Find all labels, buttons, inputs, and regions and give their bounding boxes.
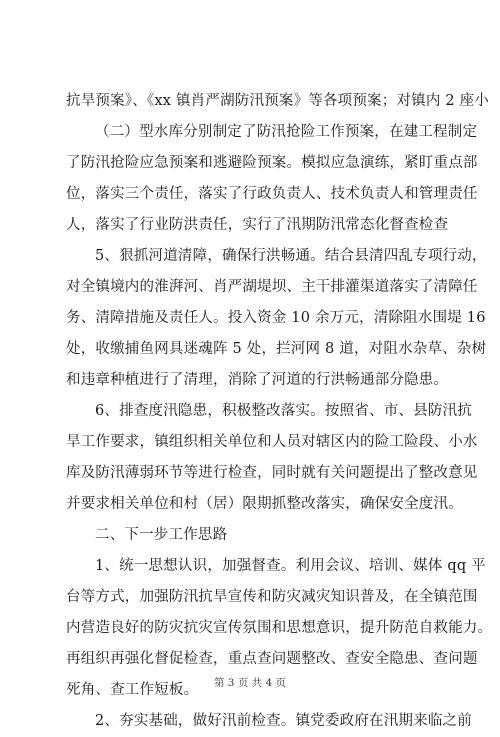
text-line: 位，落实三个责任，落实了行政负责人、技术负责人和管理责任: [66, 186, 478, 202]
text-line: 旱工作要求，镇组织相关单位和人员对辖区内的险工险段、小水: [66, 434, 478, 450]
text-line: 5、狠抓河道清障，确保行洪畅通。结合县清四乱专项行动，: [95, 248, 487, 264]
text-line: 了防汛抢险应急预案和逃避险预案。模拟应急演练，紧盯重点部: [66, 155, 478, 171]
text-line: 内营造良好的防灾抗灾宣传氛围和思想意识，提升防范自救能力。: [66, 620, 493, 636]
text-line: 人，落实了行业防洪责任，实行了汛期防汛常态化督查检查: [66, 217, 449, 233]
text-line: 1、统一思想认识，加强督查。利用会议、培训、媒体 qq 平: [95, 558, 486, 574]
text-line: 处，收缴捕鱼网具迷魂阵 5 处，拦河网 8 道，对阻水杂草、杂树: [66, 341, 487, 357]
text-line: 二、下一步工作思路: [95, 527, 228, 543]
document-body: [66, 86, 493, 737]
text-line: 台等方式，加强防汛抗旱宣传和防灾减灾知识普及，在全镇范围: [66, 589, 478, 605]
text-line: 库及防汛薄弱环节等进行检查，同时就有关问题提出了整改意见: [66, 465, 478, 481]
text-line: 6、排查度汛隐患，积极整改落实。按照省、市、县防汛抗: [95, 403, 472, 419]
text-line: 并要求相关单位和村（居）限期抓整改落实，确保安全度汛。: [66, 496, 463, 512]
text-line: 和违章种植进行了清理，消除了河道的行洪畅通部分隐患。: [66, 372, 449, 388]
text-line: （二）型水库分别制定了防汛抢险工作预案，在建工程制定: [95, 124, 478, 140]
text-line: 死角、查工作短板。: [66, 682, 199, 698]
text-line: 2、夯实基础，做好汛前检查。镇党委政府在汛期来临之前: [95, 713, 472, 729]
text-line: 抗旱预案》、《xx 镇肖严湖防汛预案》等各项预案；对镇内 2 座小: [66, 93, 490, 109]
page-footer: 第 3 页 共 4 页: [213, 677, 287, 689]
text-line: 再组织再强化督促检查，重点查问题整改、查安全隐患、查问题: [66, 651, 478, 667]
text-line: 务、清障措施及责任人。投入资金 10 余万元，清除阻水围堤 16: [66, 310, 486, 326]
text-line: 对全镇境内的淮湃河、肖严湖堤坝、主干排灌渠道落实了清障任: [66, 279, 478, 295]
